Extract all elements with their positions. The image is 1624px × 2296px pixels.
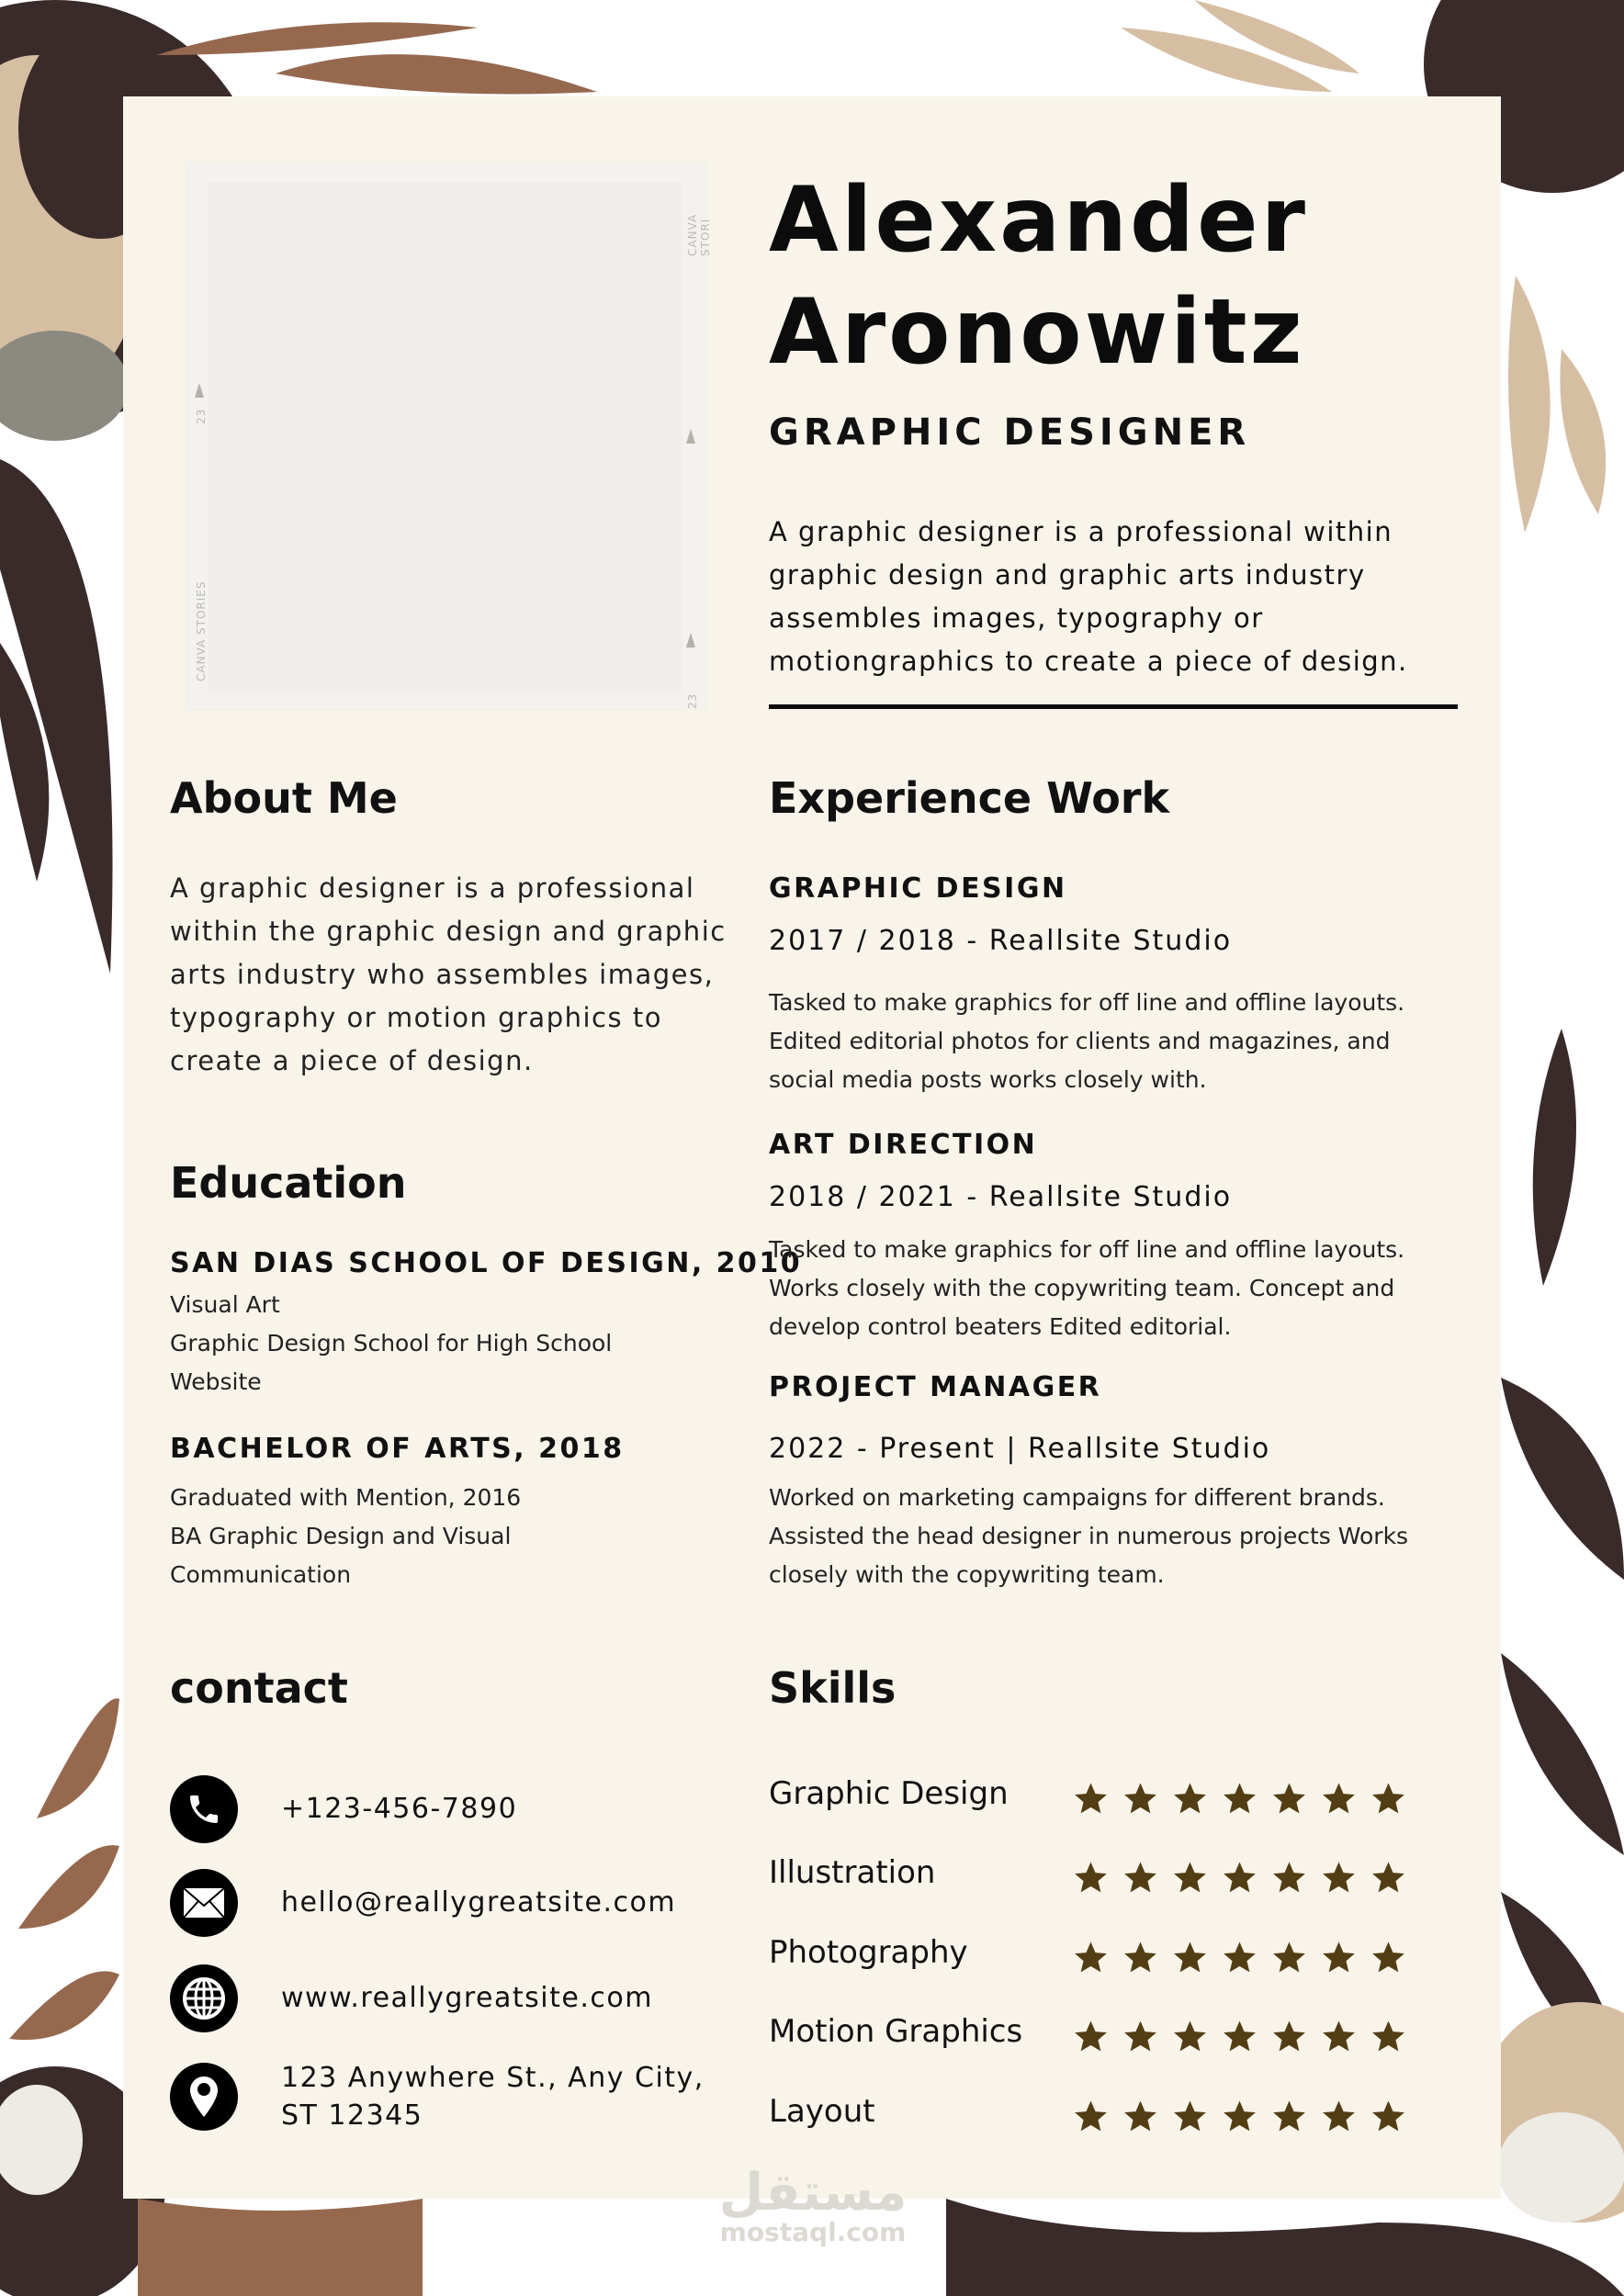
about-text: A graphic designer is a professional within the graphic design and graphic arts industry who assembles images, typography or motion graphics to create a piece of design. bbox=[170, 872, 727, 1076]
star-icon bbox=[1321, 2099, 1357, 2134]
education-item-heading: SAN DIAS SCHOOL OF DESIGN, 2010 bbox=[170, 1247, 803, 1279]
star-icon bbox=[1172, 1860, 1208, 1896]
film-marker-icon bbox=[686, 429, 695, 444]
skill-name: Photography bbox=[769, 1934, 968, 1971]
skill-rating bbox=[1073, 2019, 1406, 2054]
star-icon bbox=[1122, 1860, 1158, 1896]
star-icon bbox=[1271, 1940, 1307, 1975]
skill-rating bbox=[1073, 1940, 1406, 1975]
summary: A graphic designer is a professional within graphic design and graphic arts industry assembles images, typography or motiongraphics to create a piece of design. bbox=[769, 516, 1408, 677]
skill-name: Graphic Design bbox=[769, 1775, 1009, 1812]
star-icon bbox=[1222, 2019, 1257, 2054]
skill-rating bbox=[1073, 2099, 1406, 2134]
skill-name: Illustration bbox=[769, 1854, 936, 1891]
watermark-arabic: مستقل bbox=[718, 2163, 908, 2223]
star-icon bbox=[1222, 1860, 1257, 1896]
contact-address: 123 Anywhere St., Any City, bbox=[281, 2062, 705, 2094]
experience-description: Tasked to make graphics for off line and offline layouts. Works closely with the copywriting team. Concept and develop control beaters Edited editorial. bbox=[769, 1236, 1405, 1340]
skill-rating bbox=[1073, 1860, 1406, 1896]
experience-period: 2022 - Present | Reallsite Studio bbox=[769, 1433, 1271, 1465]
star-icon bbox=[1073, 2099, 1109, 2134]
star-icon bbox=[1073, 1940, 1109, 1975]
star-icon bbox=[1073, 2019, 1109, 2054]
star-icon bbox=[1370, 2099, 1406, 2134]
skill-name: Layout bbox=[769, 2093, 875, 2130]
contact-email[interactable]: hello@reallygreatsite.com bbox=[281, 1886, 677, 1919]
film-marker-icon bbox=[686, 633, 695, 647]
star-icon bbox=[1321, 1860, 1357, 1896]
star-icon bbox=[1271, 1860, 1307, 1896]
experience-description: Tasked to make graphics for off line and offline layouts. Edited editorial photos for clients and magazines, and social media posts works closely with. bbox=[769, 989, 1405, 1093]
skill-rating bbox=[1073, 1781, 1406, 1817]
contact-address-line2: ST 12345 bbox=[281, 2099, 423, 2132]
education-item-heading: BACHELOR OF ARTS, 2018 bbox=[170, 1433, 625, 1465]
film-label-left: CANVA STORIES bbox=[195, 580, 208, 681]
star-icon bbox=[1172, 2019, 1208, 2054]
film-label-right: CANVA STORI bbox=[686, 213, 712, 256]
experience-description: Worked on marketing campaigns for different brands. Assisted the head designer in numerous projects Works closely with the copywriting team. bbox=[769, 1484, 1409, 1588]
mail-icon bbox=[170, 1869, 238, 1937]
phone-icon bbox=[170, 1775, 238, 1843]
star-icon bbox=[1271, 2099, 1307, 2134]
star-icon bbox=[1370, 1781, 1406, 1817]
experience-period: 2018 / 2021 - Reallsite Studio bbox=[769, 1181, 1233, 1213]
education-item-details: Visual Art Graphic Design School for High School Website bbox=[170, 1291, 613, 1395]
star-icon bbox=[1122, 1781, 1158, 1817]
star-icon bbox=[1271, 2019, 1307, 2054]
star-icon bbox=[1172, 2099, 1208, 2134]
star-icon bbox=[1370, 1860, 1406, 1896]
globe-icon bbox=[170, 1964, 238, 2032]
star-icon bbox=[1321, 2019, 1357, 2054]
star-icon bbox=[1172, 1940, 1208, 1975]
job-title: GRAPHIC DESIGNER bbox=[769, 411, 1251, 454]
experience-heading: Experience Work bbox=[769, 773, 1170, 823]
experience-period: 2017 / 2018 - Reallsite Studio bbox=[769, 925, 1233, 957]
education-heading: Education bbox=[170, 1158, 407, 1208]
education-item-details: Graduated with Mention, 2016 BA Graphic Design and Visual Communication bbox=[170, 1484, 522, 1588]
location-pin-icon bbox=[170, 2063, 238, 2131]
experience-role: PROJECT MANAGER bbox=[769, 1371, 1102, 1403]
frame-number-right: 23 bbox=[686, 692, 699, 709]
contact-phone[interactable]: +123-456-7890 bbox=[281, 1793, 518, 1825]
star-icon bbox=[1222, 1940, 1257, 1975]
star-icon bbox=[1122, 2099, 1158, 2134]
star-icon bbox=[1370, 2019, 1406, 2054]
star-icon bbox=[1073, 1781, 1109, 1817]
star-icon bbox=[1122, 1940, 1158, 1975]
star-icon bbox=[1321, 1940, 1357, 1975]
star-icon bbox=[1222, 2099, 1257, 2134]
about-heading: About Me bbox=[170, 773, 398, 823]
star-icon bbox=[1073, 1860, 1109, 1896]
photo-area bbox=[209, 182, 682, 692]
star-icon bbox=[1122, 2019, 1158, 2054]
experience-role: ART DIRECTION bbox=[769, 1129, 1038, 1161]
last-name: Aronowitz bbox=[769, 280, 1305, 385]
star-icon bbox=[1271, 1781, 1307, 1817]
first-name: Alexander bbox=[769, 168, 1308, 273]
film-marker-icon bbox=[195, 383, 204, 398]
experience-role: GRAPHIC DESIGN bbox=[769, 872, 1067, 905]
frame-number-left: 23 bbox=[195, 408, 208, 424]
watermark-latin: mostaql.com bbox=[719, 2217, 907, 2247]
skills-heading: Skills bbox=[769, 1663, 897, 1713]
star-icon bbox=[1370, 1940, 1406, 1975]
star-icon bbox=[1321, 1781, 1357, 1817]
star-icon bbox=[1222, 1781, 1257, 1817]
skill-name: Motion Graphics bbox=[769, 2013, 1023, 2050]
star-icon bbox=[1172, 1781, 1208, 1817]
photo-placeholder[interactable] bbox=[187, 163, 712, 709]
contact-heading: contact bbox=[170, 1663, 348, 1713]
contact-website[interactable]: www.reallygreatsite.com bbox=[281, 1982, 653, 2014]
divider bbox=[769, 704, 1458, 709]
